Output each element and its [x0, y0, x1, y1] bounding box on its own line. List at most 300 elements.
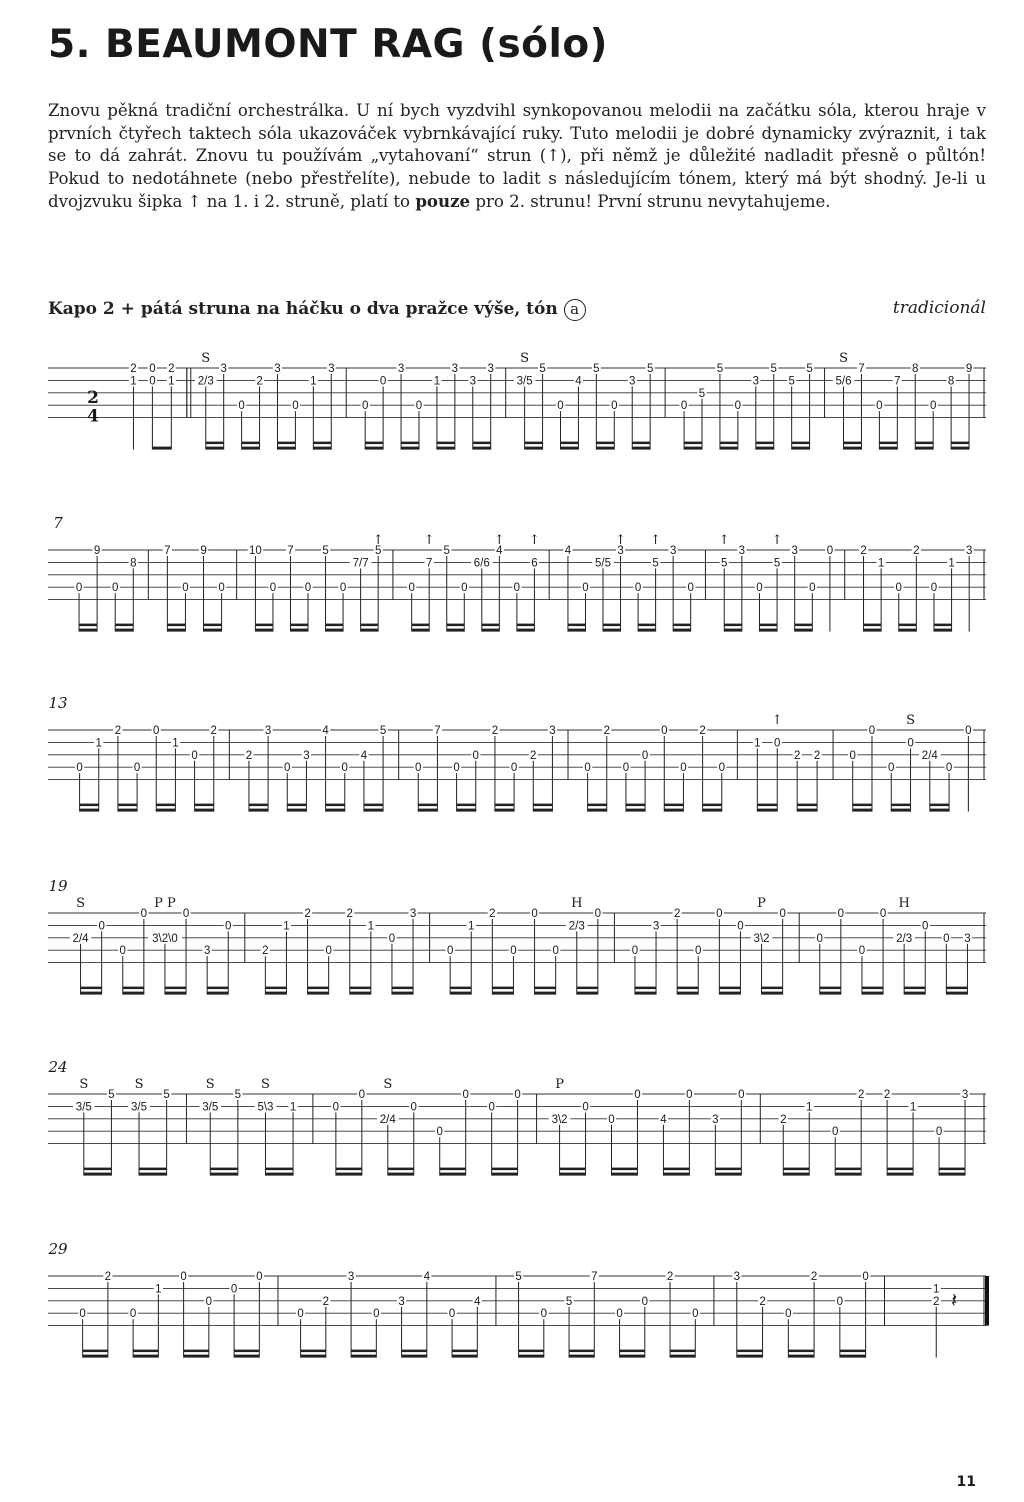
fret-number: 0 [594, 908, 602, 920]
beam [632, 442, 650, 445]
beam [195, 809, 214, 812]
beam [210, 1173, 238, 1176]
fret-number: 8 [912, 363, 919, 375]
fret-number: 1 [754, 737, 761, 750]
fret-number: 0 [935, 1126, 943, 1139]
fret-number: 2 [262, 945, 269, 958]
fret-number: 0 [943, 932, 950, 945]
beam [156, 804, 175, 807]
beam [206, 447, 224, 450]
fret-number: 1 [948, 557, 955, 570]
fret-number: 0 [361, 400, 369, 413]
fret-number: 0 [680, 400, 688, 413]
beam [308, 987, 329, 990]
fret-number: 3 [451, 363, 459, 375]
beam [664, 809, 683, 812]
fret-number: 2 [913, 545, 920, 557]
beam [577, 987, 598, 990]
fret-number: 0 [436, 1126, 443, 1139]
fret-number: 5 [379, 725, 387, 737]
fret-number: 0 [582, 1101, 589, 1114]
beam [313, 447, 331, 450]
fret-number: 0 [379, 375, 387, 388]
fret-number: 7 [164, 545, 171, 557]
fret-number: 3 [398, 1295, 405, 1308]
beam [79, 624, 97, 627]
fret-number: 2 [883, 1089, 891, 1101]
fret-number: 1 [877, 557, 885, 570]
fret-number: 0 [218, 582, 225, 595]
technique-mark: H [898, 896, 910, 911]
measure [74, 545, 137, 632]
fret-number: 0 [907, 737, 914, 750]
fret-number: 2 [759, 1295, 766, 1308]
beam [724, 629, 742, 632]
fret-number: 0 [611, 400, 618, 413]
fret-number: 5 [698, 387, 706, 400]
beam [364, 804, 383, 807]
beam [204, 629, 222, 632]
beam [156, 809, 175, 812]
fret-number: 3 [274, 363, 281, 375]
beam [560, 1168, 586, 1171]
fret-number: 0 [514, 1089, 521, 1101]
beam [118, 809, 137, 812]
fret-number: 0 [756, 582, 763, 595]
fret-number: 1 [172, 737, 179, 750]
beam [519, 1350, 544, 1353]
fret-number: 3\2\0 [152, 932, 178, 945]
fret-number: 2 [114, 725, 122, 737]
beam [452, 1350, 477, 1353]
measure-number: 29 [48, 1240, 68, 1258]
beam [115, 629, 133, 632]
fret-number: 0 [461, 582, 468, 595]
fret-number: 0 [304, 582, 312, 595]
fret-number: 0 [79, 1308, 86, 1321]
beam [450, 992, 471, 995]
fret-number: 4 [496, 545, 503, 557]
beam [891, 809, 910, 812]
fret-number: 1 [95, 737, 102, 750]
beam [492, 1168, 518, 1171]
fret-number: 5 [773, 557, 781, 570]
fret-number: 8 [130, 557, 137, 570]
fret-number: 8 [947, 375, 955, 388]
tab-system [48, 1089, 986, 1176]
beam [313, 442, 331, 445]
beam [482, 624, 500, 627]
beam [638, 629, 656, 632]
fret-number: 5 [515, 1271, 522, 1283]
fret-number: 0 [531, 908, 538, 920]
fret-number: 5 [443, 545, 450, 557]
fret-number: 3 [203, 945, 211, 958]
fret-number: 3 [487, 363, 494, 375]
beam [206, 442, 224, 445]
beam [365, 447, 383, 450]
fret-number: 0 [98, 920, 105, 933]
beam [195, 804, 214, 807]
beam [853, 804, 872, 807]
tab-system [48, 908, 986, 995]
technique-mark: S [205, 1077, 215, 1092]
beam [361, 624, 379, 627]
fret-number: 3 [347, 1271, 355, 1283]
beam [632, 447, 650, 450]
measure-number: 19 [48, 877, 68, 895]
fret-number: 0 [582, 582, 589, 595]
beam [418, 809, 437, 812]
beam [301, 1355, 326, 1358]
beam [492, 1173, 518, 1176]
beam [365, 442, 383, 445]
beam [930, 804, 949, 807]
beam [255, 624, 273, 627]
measure [244, 725, 387, 812]
fret-number: 5 [234, 1089, 242, 1101]
beam [603, 629, 621, 632]
fret-number: 0 [149, 363, 156, 375]
beam [265, 1168, 293, 1171]
fret-number: 0 [415, 400, 423, 413]
fret-number: 3 [469, 375, 476, 388]
beam [287, 804, 306, 807]
fret-number: 0 [472, 749, 479, 762]
beam [350, 992, 371, 995]
fret-number: 3/5 [131, 1101, 148, 1114]
tuning-note-circle: a [564, 299, 586, 321]
fret-number: 1 [806, 1101, 813, 1114]
bend-arrow: ↑ [528, 533, 540, 548]
measure [859, 545, 974, 632]
fret-number: 0 [129, 1308, 137, 1321]
beam [81, 987, 102, 990]
fret-number: 0 [225, 920, 232, 933]
fret-number: 7 [858, 363, 865, 375]
fret-number: 2 [256, 375, 263, 388]
fret-number: 5 [565, 1295, 573, 1308]
beam [840, 1350, 866, 1353]
fret-number: 4 [423, 1271, 431, 1283]
measure-number: 13 [48, 694, 68, 712]
fret-number: 0 [205, 1295, 213, 1308]
fret-number: 0 [888, 762, 895, 775]
fret-number: 1 [289, 1101, 297, 1114]
fret-number: 3 [669, 545, 677, 557]
fret-number: 3 [733, 1271, 740, 1283]
fret-number: 7 [426, 557, 433, 570]
beam [167, 624, 185, 627]
fret-number: 0 [510, 762, 518, 775]
beam [715, 1173, 741, 1176]
fret-number: 0 [634, 582, 642, 595]
fret-number: 5 [721, 557, 728, 570]
beam [447, 624, 465, 627]
fret-number: 4 [575, 375, 582, 388]
fret-number: 0 [616, 1308, 623, 1321]
fret-number: 1 [168, 375, 175, 388]
technique-mark: S [839, 351, 848, 366]
beam [165, 987, 186, 990]
fret-number: 0 [809, 582, 816, 595]
beam [588, 804, 607, 807]
beam [853, 809, 872, 812]
beam [361, 629, 379, 632]
fret-number: 3 [965, 545, 973, 557]
beam [326, 804, 345, 807]
beam [152, 447, 171, 450]
beam [762, 992, 783, 995]
beam [719, 992, 740, 995]
beam [560, 1173, 586, 1176]
fret-number: 0 [292, 400, 299, 413]
fret-number: 5 [322, 545, 329, 557]
fret-number: 2/3 [896, 932, 913, 945]
beam [560, 447, 578, 450]
beam [492, 987, 513, 990]
beam [492, 992, 513, 995]
beam [596, 447, 614, 450]
beam [392, 992, 413, 995]
fret-number: 2 [810, 1271, 818, 1283]
fret-number: 5\3 [257, 1101, 274, 1114]
fret-number: 5 [374, 545, 382, 557]
beam [759, 629, 777, 632]
beam [336, 1168, 362, 1171]
fret-number: 0 [680, 762, 687, 775]
fret-number: 4 [360, 749, 368, 762]
fret-number: 7 [287, 545, 294, 557]
beam [207, 992, 228, 995]
beam [596, 442, 614, 445]
fret-number: 2 [322, 1295, 330, 1308]
beam [783, 1173, 809, 1176]
fret-number: 0 [695, 945, 702, 958]
beam [83, 1350, 108, 1353]
beam [457, 804, 476, 807]
fret-number: 3 [752, 375, 760, 388]
fret-number: 0 [341, 762, 348, 775]
fret-number: 1 [283, 920, 290, 933]
beam [715, 1168, 741, 1171]
beam [265, 992, 286, 995]
fret-number: 0 [779, 908, 786, 920]
beam [588, 809, 607, 812]
fret-number: 2/3 [197, 375, 214, 388]
fret-number: 3 [961, 1089, 969, 1101]
fret-number: 5 [593, 363, 600, 375]
technique-mark: P [757, 896, 766, 911]
fret-number: 0 [119, 945, 126, 958]
fret-number: 0 [75, 582, 83, 595]
beam [904, 987, 925, 990]
measure [732, 1271, 870, 1358]
fret-number: 0 [945, 762, 953, 775]
fret-number: 2 [780, 1113, 787, 1126]
beam [351, 1355, 376, 1358]
beam [184, 1350, 209, 1353]
fret-number: 3 [220, 363, 227, 375]
beam [440, 1173, 466, 1176]
beam [677, 992, 698, 995]
fret-number: 0 [608, 1113, 615, 1126]
fret-number: 0 [849, 749, 856, 762]
bend-arrow: ↑ [718, 533, 730, 548]
fret-number: 5 [716, 363, 724, 375]
fret-number: 0 [557, 400, 564, 413]
fret-number: 2 [666, 1271, 674, 1283]
fret-number: 0 [510, 945, 517, 958]
fret-number: 2 [304, 908, 311, 920]
beam [757, 809, 777, 812]
beam [326, 624, 344, 627]
fret-number: 0 [922, 920, 929, 933]
tablature-score [0, 340, 1024, 1380]
fret-number: 0 [462, 1089, 469, 1101]
fret-number: 0 [269, 582, 277, 595]
beam [677, 987, 698, 990]
fret-number: 0 [622, 762, 630, 775]
fret-number: 0 [826, 545, 834, 557]
fret-number: 9 [93, 545, 101, 557]
tab-system [48, 1271, 989, 1358]
beam [620, 1350, 645, 1353]
technique-mark: S [261, 1077, 270, 1092]
intro-text [48, 100, 986, 214]
beam [535, 987, 556, 990]
fret-number: 5/6 [835, 375, 852, 388]
fret-number: 2 [491, 725, 499, 737]
fret-number: 1 [933, 1283, 940, 1296]
beam [891, 804, 910, 807]
fret-number: 2 [793, 749, 801, 762]
tuning-text: Kapo 2 + pátá struna na háčku o dva pražce výše, tón [48, 299, 558, 319]
technique-mark: P [555, 1077, 564, 1092]
fret-number: 5 [108, 1089, 115, 1101]
tuning-instruction [48, 299, 586, 321]
source-credit: tradicionál [892, 298, 986, 318]
fret-number: 0 [410, 1101, 417, 1114]
beam [887, 1173, 913, 1176]
fret-number: 2 [699, 725, 706, 737]
beam [517, 629, 535, 632]
beam [737, 1355, 763, 1358]
fret-number: 2 [130, 363, 137, 375]
fret-number: 0 [230, 1283, 238, 1296]
fret-number: 0 [631, 945, 639, 958]
beam [720, 442, 738, 445]
beam [249, 804, 268, 807]
beam [670, 1350, 695, 1353]
fret-number: 3/5 [202, 1101, 219, 1114]
fret-number: 0 [929, 400, 937, 413]
beam [899, 629, 917, 632]
fret-number: 3\2 [551, 1113, 568, 1126]
intro-text-part1: Znovu pěkná tradiční orchestrálka. U ní bych vyzdvihl synkopovanou melodii na začátku sóla, kterou hraje v prvních čtyřech taktech sóla ukazováček vybrnkávající ruky. Tuto melodii je dobré dynamicky zvýraznit, i tak se to dá zahrát. Znovu tu používám „vytahovaní“ strun (↑), při němž je důležité nadladit přesně o půltón! Pokud to nedotáhnete (nebo přestřelíte), nebude to ladit s následujícím tónem, který má být shodný. Je-li u dvojzvuku šipka ↑ na 1. i 2. struně, platí to [48, 101, 986, 211]
fret-number: 0 [488, 1101, 495, 1114]
beam [934, 629, 952, 632]
fret-number: 0 [868, 725, 876, 737]
fret-number: 0 [111, 582, 119, 595]
beam [79, 629, 97, 632]
beam [756, 447, 774, 450]
fret-number: 3 [409, 908, 417, 920]
beam [569, 1350, 594, 1353]
final-bar-line [985, 1276, 989, 1326]
measure-number: 24 [48, 1058, 68, 1076]
beam [820, 992, 841, 995]
beam [204, 624, 222, 627]
beam [840, 1355, 866, 1358]
beam [835, 1168, 861, 1171]
technique-mark: S [906, 713, 915, 728]
beam [720, 447, 738, 450]
fret-number: 5 [770, 363, 777, 375]
beam [792, 442, 810, 445]
beam [234, 1355, 259, 1358]
beam [611, 1168, 637, 1171]
fret-number: 0 [774, 737, 781, 750]
fret-number: 5 [788, 375, 795, 388]
fret-number: 0 [513, 582, 521, 595]
fret-number: 0 [816, 932, 823, 945]
technique-mark: P P [154, 896, 176, 911]
beam [84, 1168, 112, 1171]
fret-number: 6 [531, 557, 538, 570]
beam [440, 1168, 466, 1171]
beam [402, 1350, 427, 1353]
beam [83, 1355, 108, 1358]
beam [133, 1355, 158, 1358]
beam [123, 992, 144, 995]
fret-number: 3 [303, 749, 310, 762]
beam [951, 442, 969, 445]
beam [123, 987, 144, 990]
fret-number: 5 [163, 1089, 170, 1101]
beam [792, 447, 810, 450]
beam [290, 629, 308, 632]
beam [862, 992, 883, 995]
beam [84, 1173, 112, 1176]
fret-number: 7 [591, 1271, 598, 1283]
beam [939, 1168, 965, 1171]
technique-mark: S [201, 351, 211, 366]
fret-number: 10 [249, 545, 262, 557]
bend-arrow: ↑ [615, 533, 626, 548]
beam [759, 624, 777, 627]
fret-number: 0 [737, 920, 744, 933]
fret-number: 0 [716, 908, 723, 920]
beam [133, 1350, 158, 1353]
beam [265, 1173, 293, 1176]
beam [946, 992, 967, 995]
beam [482, 629, 500, 632]
fret-number: 0 [256, 1271, 263, 1283]
beam [255, 629, 273, 632]
fret-number: 0 [76, 762, 83, 775]
fret-number: 0 [180, 1271, 187, 1283]
beam [525, 447, 543, 450]
beam [569, 1355, 594, 1358]
beam [915, 442, 933, 445]
beam [517, 624, 535, 627]
fret-number: 0 [388, 932, 396, 945]
beam [401, 442, 419, 445]
beam [437, 442, 455, 445]
fret-number: 0 [858, 945, 866, 958]
fret-number: 1 [155, 1283, 162, 1296]
